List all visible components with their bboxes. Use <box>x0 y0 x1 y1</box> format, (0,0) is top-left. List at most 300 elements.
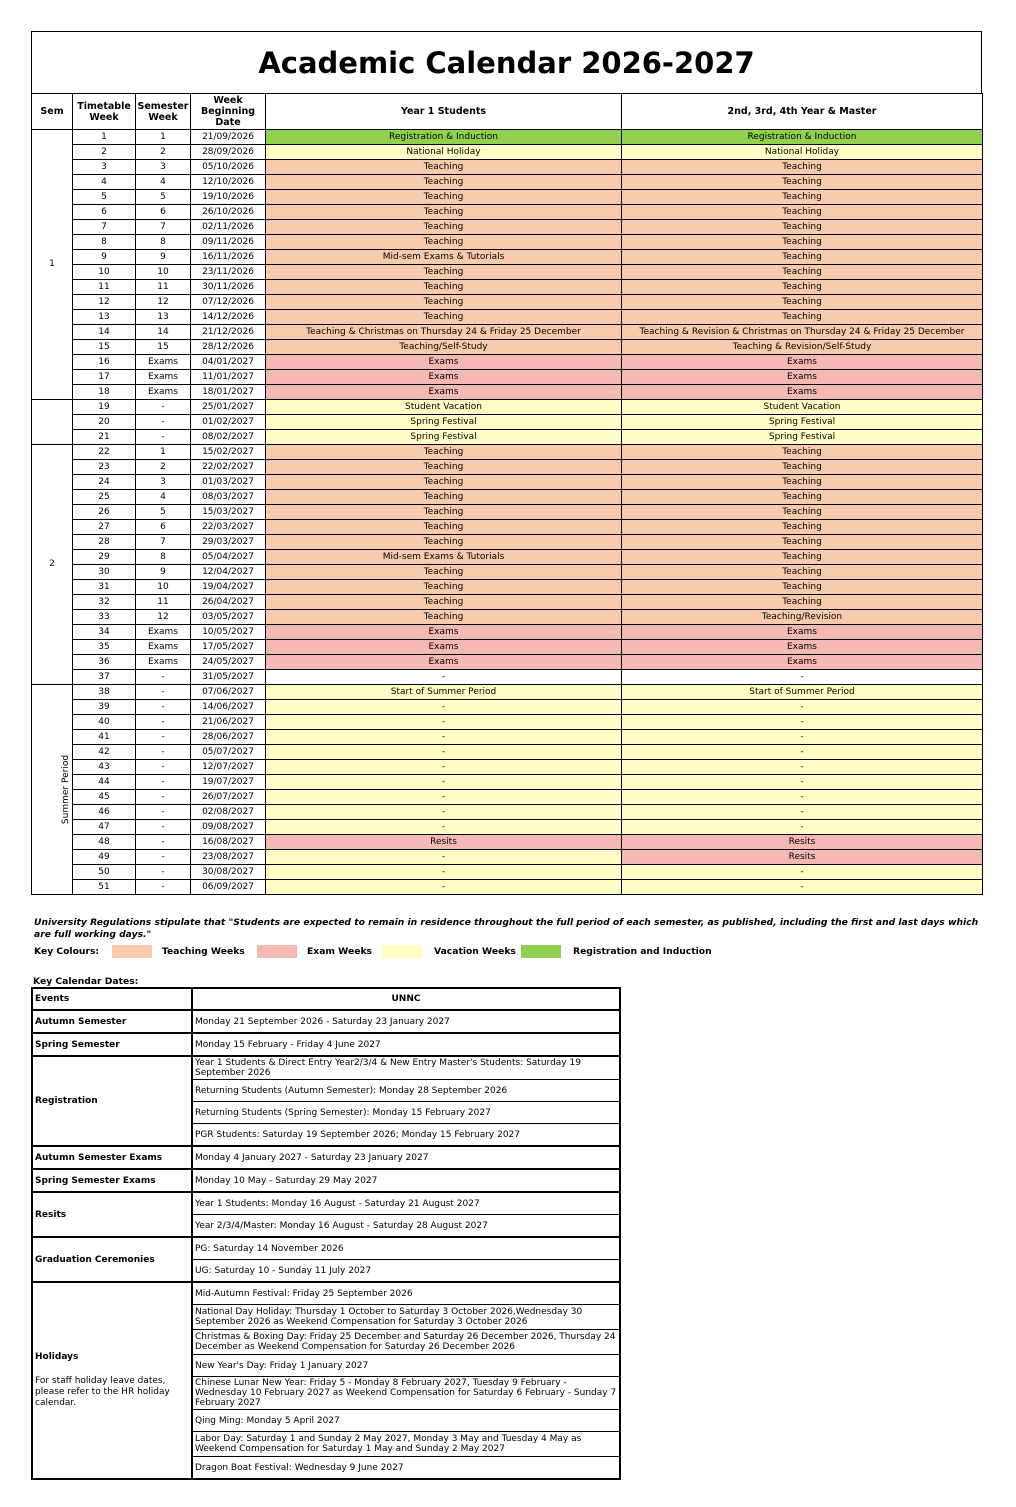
year1-activity-cell: Exams <box>266 625 622 640</box>
year1-activity-cell: Teaching <box>266 520 622 535</box>
key-dates-detail: Year 1 Students: Monday 16 August - Saturday 21 August 2027 <box>192 1192 620 1215</box>
timetable-week-cell: 42 <box>73 745 136 760</box>
year1-activity-cell: Teaching <box>266 445 622 460</box>
week-beginning-cell: 05/10/2026 <box>191 160 266 175</box>
semester-week-cell: 15 <box>136 340 191 355</box>
other-years-activity-cell: Teaching <box>622 460 983 475</box>
key-dates-detail: Returning Students (Spring Semester): Monday 15 February 2027 <box>192 1102 620 1124</box>
key-dates-event <box>32 1237 192 1282</box>
other-years-activity-cell: - <box>622 865 983 880</box>
calendar-row <box>32 595 983 610</box>
timetable-week-cell: 12 <box>73 295 136 310</box>
calendar-row <box>32 850 983 865</box>
year1-activity-cell: Spring Festival <box>266 430 622 445</box>
week-beginning-cell: 28/09/2026 <box>191 145 266 160</box>
semester-week-cell: - <box>136 880 191 895</box>
year1-activity-cell: Teaching & Christmas on Thursday 24 & Friday 25 December <box>266 325 622 340</box>
year1-activity-cell: Teaching <box>266 160 622 175</box>
timetable-week-cell: 9 <box>73 250 136 265</box>
other-years-activity-cell: Teaching <box>622 445 983 460</box>
semester-week-cell: Exams <box>136 640 191 655</box>
semester-week-cell: - <box>136 685 191 700</box>
key-dates-row <box>32 1033 620 1056</box>
semester-week-cell: 8 <box>136 550 191 565</box>
year1-activity-cell: Resits <box>266 835 622 850</box>
timetable-week-cell: 47 <box>73 820 136 835</box>
semester-week-cell: - <box>136 760 191 775</box>
timetable-week-cell: 43 <box>73 760 136 775</box>
timetable-week-cell: 41 <box>73 730 136 745</box>
key-dates-event <box>32 1146 192 1169</box>
semester-week-cell: 10 <box>136 265 191 280</box>
semester-week-cell: - <box>136 430 191 445</box>
timetable-week-cell: 8 <box>73 235 136 250</box>
year1-activity-cell: - <box>266 850 622 865</box>
timetable-week-cell: 50 <box>73 865 136 880</box>
key-dates-detail: Monday 4 January 2027 - Saturday 23 January 2027 <box>192 1146 620 1169</box>
timetable-week-cell: 10 <box>73 265 136 280</box>
other-years-activity-cell: Exams <box>622 625 983 640</box>
calendar-row <box>32 865 983 880</box>
timetable-week-cell: 23 <box>73 460 136 475</box>
calendar-row <box>32 610 983 625</box>
key-dates-row <box>32 1237 620 1260</box>
year1-activity-cell: - <box>266 775 622 790</box>
key-dates-label: Key Calendar Dates: <box>33 976 139 987</box>
timetable-week-cell: 49 <box>73 850 136 865</box>
timetable-week-cell: 26 <box>73 505 136 520</box>
sem-cell <box>32 685 73 895</box>
sem-cell <box>32 130 73 400</box>
semester-week-cell: - <box>136 790 191 805</box>
other-years-activity-cell: Resits <box>622 850 983 865</box>
year1-activity-cell: Teaching/Self-Study <box>266 340 622 355</box>
year1-activity-cell: Exams <box>266 355 622 370</box>
week-beginning-cell: 21/06/2027 <box>191 715 266 730</box>
calendar-row <box>32 415 983 430</box>
other-years-activity-cell: Resits <box>622 835 983 850</box>
other-years-activity-cell: Teaching <box>622 205 983 220</box>
other-years-activity-cell: Teaching <box>622 220 983 235</box>
year1-activity-cell: - <box>266 790 622 805</box>
year1-activity-cell: Exams <box>266 370 622 385</box>
other-years-activity-cell: - <box>622 820 983 835</box>
other-years-activity-cell: Teaching <box>622 265 983 280</box>
key-dates-detail: Year 2/3/4/Master: Monday 16 August - Saturday 28 August 2027 <box>192 1215 620 1238</box>
calendar-row <box>32 580 983 595</box>
year1-activity-cell: - <box>266 670 622 685</box>
calendar-row <box>32 355 983 370</box>
calendar-body <box>32 130 983 895</box>
key-swatch-registration <box>521 945 561 958</box>
year1-activity-cell: Registration & Induction <box>266 130 622 145</box>
other-years-activity-cell: Exams <box>622 355 983 370</box>
other-years-activity-cell: - <box>622 775 983 790</box>
calendar-row <box>32 775 983 790</box>
semester-week-cell: 13 <box>136 310 191 325</box>
other-years-activity-cell: - <box>622 760 983 775</box>
year1-activity-cell: Teaching <box>266 205 622 220</box>
semester-week-cell: 12 <box>136 610 191 625</box>
year1-activity-cell: - <box>266 865 622 880</box>
timetable-week-cell: 45 <box>73 790 136 805</box>
header-year1: Year 1 Students <box>266 94 622 130</box>
semester-week-cell: 3 <box>136 475 191 490</box>
year1-activity-cell: Teaching <box>266 460 622 475</box>
semester-week-cell: - <box>136 730 191 745</box>
week-beginning-cell: 29/03/2027 <box>191 535 266 550</box>
other-years-activity-cell: Teaching <box>622 520 983 535</box>
semester-week-cell: - <box>136 835 191 850</box>
year1-activity-cell: - <box>266 760 622 775</box>
page-title: Academic Calendar 2026-2027 <box>31 31 982 93</box>
semester-week-cell: - <box>136 775 191 790</box>
key-dates-event-label: Autumn Semester Exams <box>35 1152 163 1163</box>
year1-activity-cell: National Holiday <box>266 145 622 160</box>
semester-week-cell: 1 <box>136 130 191 145</box>
timetable-week-cell: 3 <box>73 160 136 175</box>
semester-week-cell: 3 <box>136 160 191 175</box>
timetable-week-cell: 18 <box>73 385 136 400</box>
timetable-week-cell: 5 <box>73 190 136 205</box>
year1-activity-cell: - <box>266 805 622 820</box>
calendar-row <box>32 310 983 325</box>
key-dates-event <box>32 1033 192 1056</box>
calendar-row <box>32 640 983 655</box>
timetable-week-cell: 7 <box>73 220 136 235</box>
week-beginning-cell: 19/07/2027 <box>191 775 266 790</box>
other-years-activity-cell: Teaching <box>622 550 983 565</box>
other-years-activity-cell: Teaching & Revision & Christmas on Thursday 24 & Friday 25 December <box>622 325 983 340</box>
key-dates-event <box>32 1056 192 1146</box>
key-dates-detail: PGR Students: Saturday 19 September 2026; Monday 15 February 2027 <box>192 1124 620 1147</box>
other-years-activity-cell: Teaching <box>622 580 983 595</box>
calendar-row <box>32 550 983 565</box>
week-beginning-cell: 22/03/2027 <box>191 520 266 535</box>
semester-week-cell: - <box>136 850 191 865</box>
year1-activity-cell: Teaching <box>266 580 622 595</box>
key-dates-event <box>32 1282 192 1479</box>
year1-activity-cell: Teaching <box>266 565 622 580</box>
week-beginning-cell: 02/08/2027 <box>191 805 266 820</box>
calendar-row <box>32 280 983 295</box>
semester-week-cell: 12 <box>136 295 191 310</box>
key-dates-detail: National Day Holiday: Thursday 1 October to Saturday 3 October 2026,Wednesday 30 September 2026 as Weekend Compensation for Saturday 3 October 2026 <box>192 1305 620 1330</box>
other-years-activity-cell: Teaching & Revision/Self-Study <box>622 340 983 355</box>
key-dates-detail: Labor Day: Saturday 1 and Sunday 2 May 2027, Monday 3 May and Tuesday 4 May as Weekend Compensation for Saturday 1 May and Sunday 2 May 2027 <box>192 1432 620 1457</box>
calendar-row <box>32 685 983 700</box>
year1-activity-cell: Teaching <box>266 475 622 490</box>
key-dates-row <box>32 1056 620 1080</box>
week-beginning-cell: 04/01/2027 <box>191 355 266 370</box>
timetable-week-cell: 38 <box>73 685 136 700</box>
week-beginning-cell: 25/01/2027 <box>191 400 266 415</box>
key-dates-header-events: Events <box>32 988 192 1010</box>
week-beginning-cell: 21/12/2026 <box>191 325 266 340</box>
calendar-row <box>32 880 983 895</box>
other-years-activity-cell: Teaching <box>622 295 983 310</box>
other-years-activity-cell: Teaching <box>622 535 983 550</box>
timetable-week-cell: 30 <box>73 565 136 580</box>
calendar-row <box>32 490 983 505</box>
other-years-activity-cell: Teaching <box>622 595 983 610</box>
week-beginning-cell: 05/04/2027 <box>191 550 266 565</box>
sem-label: 2 <box>49 559 55 569</box>
calendar-row <box>32 220 983 235</box>
key-dates-header-unnc: UNNC <box>192 988 620 1010</box>
key-dates-detail: Qing Ming: Monday 5 April 2027 <box>192 1410 620 1432</box>
year1-activity-cell: Teaching <box>266 595 622 610</box>
other-years-activity-cell: Teaching <box>622 475 983 490</box>
other-years-activity-cell: - <box>622 880 983 895</box>
week-beginning-cell: 24/05/2027 <box>191 655 266 670</box>
calendar-row <box>32 730 983 745</box>
header-semester-week: Semester Week <box>136 94 191 130</box>
year1-activity-cell: Spring Festival <box>266 415 622 430</box>
key-label-teaching: Teaching Weeks <box>162 945 245 957</box>
other-years-activity-cell: Student Vacation <box>622 400 983 415</box>
calendar-row <box>32 655 983 670</box>
year1-activity-cell: Mid-sem Exams & Tutorials <box>266 250 622 265</box>
year1-activity-cell: - <box>266 880 622 895</box>
year1-activity-cell: Teaching <box>266 490 622 505</box>
week-beginning-cell: 31/05/2027 <box>191 670 266 685</box>
other-years-activity-cell: Teaching <box>622 490 983 505</box>
week-beginning-cell: 07/06/2027 <box>191 685 266 700</box>
timetable-week-cell: 17 <box>73 370 136 385</box>
semester-week-cell: - <box>136 745 191 760</box>
key-dates-event-label: Resits <box>35 1209 67 1220</box>
week-beginning-cell: 15/03/2027 <box>191 505 266 520</box>
week-beginning-cell: 05/07/2027 <box>191 745 266 760</box>
calendar-row <box>32 130 983 145</box>
semester-week-cell: - <box>136 820 191 835</box>
timetable-week-cell: 6 <box>73 205 136 220</box>
timetable-week-cell: 16 <box>73 355 136 370</box>
week-beginning-cell: 08/02/2027 <box>191 430 266 445</box>
week-beginning-cell: 09/11/2026 <box>191 235 266 250</box>
week-beginning-cell: 28/06/2027 <box>191 730 266 745</box>
year1-activity-cell: - <box>266 745 622 760</box>
semester-week-cell: 11 <box>136 280 191 295</box>
timetable-week-cell: 2 <box>73 145 136 160</box>
key-dates-detail: New Year's Day: Friday 1 January 2027 <box>192 1355 620 1377</box>
week-beginning-cell: 06/09/2027 <box>191 880 266 895</box>
semester-week-cell: Exams <box>136 370 191 385</box>
week-beginning-cell: 30/08/2027 <box>191 865 266 880</box>
year1-activity-cell: - <box>266 820 622 835</box>
semester-week-cell: - <box>136 415 191 430</box>
timetable-week-cell: 13 <box>73 310 136 325</box>
semester-week-cell: 14 <box>136 325 191 340</box>
semester-week-cell: - <box>136 865 191 880</box>
week-beginning-cell: 22/02/2027 <box>191 460 266 475</box>
semester-week-cell: - <box>136 805 191 820</box>
key-label-registration: Registration and Induction <box>573 945 712 957</box>
timetable-week-cell: 1 <box>73 130 136 145</box>
calendar-row <box>32 235 983 250</box>
week-beginning-cell: 10/05/2027 <box>191 625 266 640</box>
semester-week-cell: - <box>136 670 191 685</box>
semester-week-cell: 2 <box>136 460 191 475</box>
key-colours <box>34 944 712 958</box>
week-beginning-cell: 01/02/2027 <box>191 415 266 430</box>
sem-cell <box>32 400 73 445</box>
semester-week-cell: 9 <box>136 250 191 265</box>
key-dates-row <box>32 1192 620 1215</box>
other-years-activity-cell: Teaching <box>622 505 983 520</box>
key-dates-detail: PG: Saturday 14 November 2026 <box>192 1237 620 1260</box>
calendar-row <box>32 715 983 730</box>
other-years-activity-cell: Teaching <box>622 280 983 295</box>
other-years-activity-cell: Exams <box>622 385 983 400</box>
regulations-note: University Regulations stipulate that "Students are expected to remain in residence throughout the full period of each semester, as published, including the first and last days which are full working days." <box>34 917 979 940</box>
key-dates-row <box>32 1146 620 1169</box>
calendar-row <box>32 625 983 640</box>
week-beginning-cell: 23/11/2026 <box>191 265 266 280</box>
calendar-row <box>32 820 983 835</box>
key-dates-detail: Year 1 Students & Direct Entry Year2/3/4 & New Entry Master's Students: Saturday 19 September 2026 <box>192 1056 620 1080</box>
calendar-row <box>32 295 983 310</box>
calendar-row <box>32 805 983 820</box>
year1-activity-cell: Teaching <box>266 295 622 310</box>
key-swatch-exam <box>257 945 297 958</box>
calendar-row <box>32 835 983 850</box>
key-swatch-vacation <box>382 945 422 958</box>
calendar-row <box>32 460 983 475</box>
timetable-week-cell: 34 <box>73 625 136 640</box>
week-beginning-cell: 26/10/2026 <box>191 205 266 220</box>
year1-activity-cell: Exams <box>266 385 622 400</box>
week-beginning-cell: 21/09/2026 <box>191 130 266 145</box>
key-dates-detail: Christmas & Boxing Day: Friday 25 December and Saturday 26 December 2026, Thursday 24 December as Weekend Compensation for Saturday 26 December 2026 <box>192 1330 620 1355</box>
header-other-years: 2nd, 3rd, 4th Year & Master <box>622 94 983 130</box>
other-years-activity-cell: Teaching <box>622 235 983 250</box>
semester-week-cell: Exams <box>136 655 191 670</box>
key-dates-event <box>32 1010 192 1033</box>
key-swatch-teaching <box>112 945 152 958</box>
week-beginning-cell: 12/10/2026 <box>191 175 266 190</box>
key-label-vacation: Vacation Weeks <box>434 945 516 957</box>
calendar-row <box>32 565 983 580</box>
week-beginning-cell: 30/11/2026 <box>191 280 266 295</box>
calendar-row <box>32 520 983 535</box>
key-dates-event-label: Registration <box>35 1096 98 1106</box>
other-years-activity-cell: - <box>622 790 983 805</box>
timetable-week-cell: 39 <box>73 700 136 715</box>
timetable-week-cell: 36 <box>73 655 136 670</box>
week-beginning-cell: 14/12/2026 <box>191 310 266 325</box>
semester-week-cell: Exams <box>136 355 191 370</box>
semester-week-cell: - <box>136 700 191 715</box>
year1-activity-cell: Teaching <box>266 190 622 205</box>
other-years-activity-cell: - <box>622 715 983 730</box>
calendar-row <box>32 430 983 445</box>
week-beginning-cell: 23/08/2027 <box>191 850 266 865</box>
header-timetable-week: Timetable Week <box>73 94 136 130</box>
year1-activity-cell: - <box>266 715 622 730</box>
timetable-week-cell: 40 <box>73 715 136 730</box>
week-beginning-cell: 01/03/2027 <box>191 475 266 490</box>
semester-week-cell: 4 <box>136 175 191 190</box>
semester-week-cell: 10 <box>136 580 191 595</box>
calendar-row <box>32 670 983 685</box>
semester-week-cell: 6 <box>136 205 191 220</box>
timetable-week-cell: 22 <box>73 445 136 460</box>
week-beginning-cell: 19/10/2026 <box>191 190 266 205</box>
year1-activity-cell: Start of Summer Period <box>266 685 622 700</box>
timetable-week-cell: 20 <box>73 415 136 430</box>
header-week-beginning: Week Beginning Date <box>191 94 266 130</box>
calendar-row <box>32 745 983 760</box>
semester-week-cell: 5 <box>136 505 191 520</box>
key-dates-event-label: Autumn Semester <box>35 1016 127 1027</box>
timetable-week-cell: 25 <box>73 490 136 505</box>
key-dates-row <box>32 1010 620 1033</box>
year1-activity-cell: Student Vacation <box>266 400 622 415</box>
other-years-activity-cell: Teaching <box>622 190 983 205</box>
other-years-activity-cell: Start of Summer Period <box>622 685 983 700</box>
key-dates-detail: Monday 15 February - Friday 4 June 2027 <box>192 1033 620 1056</box>
other-years-activity-cell: Registration & Induction <box>622 130 983 145</box>
semester-week-cell: Exams <box>136 385 191 400</box>
key-label: Key Colours: <box>34 945 100 957</box>
timetable-week-cell: 4 <box>73 175 136 190</box>
year1-activity-cell: Teaching <box>266 220 622 235</box>
key-dates-event-label: Holidays <box>35 1352 79 1362</box>
week-beginning-cell: 09/08/2027 <box>191 820 266 835</box>
semester-week-cell: - <box>136 400 191 415</box>
header-sem: Sem <box>32 94 73 130</box>
timetable-week-cell: 14 <box>73 325 136 340</box>
calendar-row <box>32 205 983 220</box>
year1-activity-cell: Exams <box>266 640 622 655</box>
sem-cell <box>32 445 73 685</box>
calendar-row <box>32 505 983 520</box>
other-years-activity-cell: - <box>622 670 983 685</box>
timetable-week-cell: 32 <box>73 595 136 610</box>
calendar-table <box>31 93 983 895</box>
semester-week-cell: 7 <box>136 535 191 550</box>
calendar-header-row <box>32 94 983 130</box>
year1-activity-cell: Teaching <box>266 235 622 250</box>
other-years-activity-cell: Exams <box>622 655 983 670</box>
other-years-activity-cell: Teaching <box>622 565 983 580</box>
other-years-activity-cell: Spring Festival <box>622 415 983 430</box>
timetable-week-cell: 24 <box>73 475 136 490</box>
timetable-week-cell: 44 <box>73 775 136 790</box>
week-beginning-cell: 16/08/2027 <box>191 835 266 850</box>
week-beginning-cell: 26/07/2027 <box>191 790 266 805</box>
timetable-week-cell: 31 <box>73 580 136 595</box>
timetable-week-cell: 28 <box>73 535 136 550</box>
year1-activity-cell: Teaching <box>266 310 622 325</box>
week-beginning-cell: 08/03/2027 <box>191 490 266 505</box>
other-years-activity-cell: - <box>622 805 983 820</box>
year1-activity-cell: Teaching <box>266 175 622 190</box>
key-dates-event-label: Graduation Ceremonies <box>35 1254 155 1265</box>
key-dates-detail: Returning Students (Autumn Semester): Monday 28 September 2026 <box>192 1080 620 1102</box>
calendar-row <box>32 190 983 205</box>
week-beginning-cell: 11/01/2027 <box>191 370 266 385</box>
calendar-row <box>32 265 983 280</box>
year1-activity-cell: Teaching <box>266 535 622 550</box>
week-beginning-cell: 26/04/2027 <box>191 595 266 610</box>
calendar-row <box>32 790 983 805</box>
other-years-activity-cell: Teaching <box>622 310 983 325</box>
calendar-row <box>32 370 983 385</box>
calendar-row <box>32 760 983 775</box>
